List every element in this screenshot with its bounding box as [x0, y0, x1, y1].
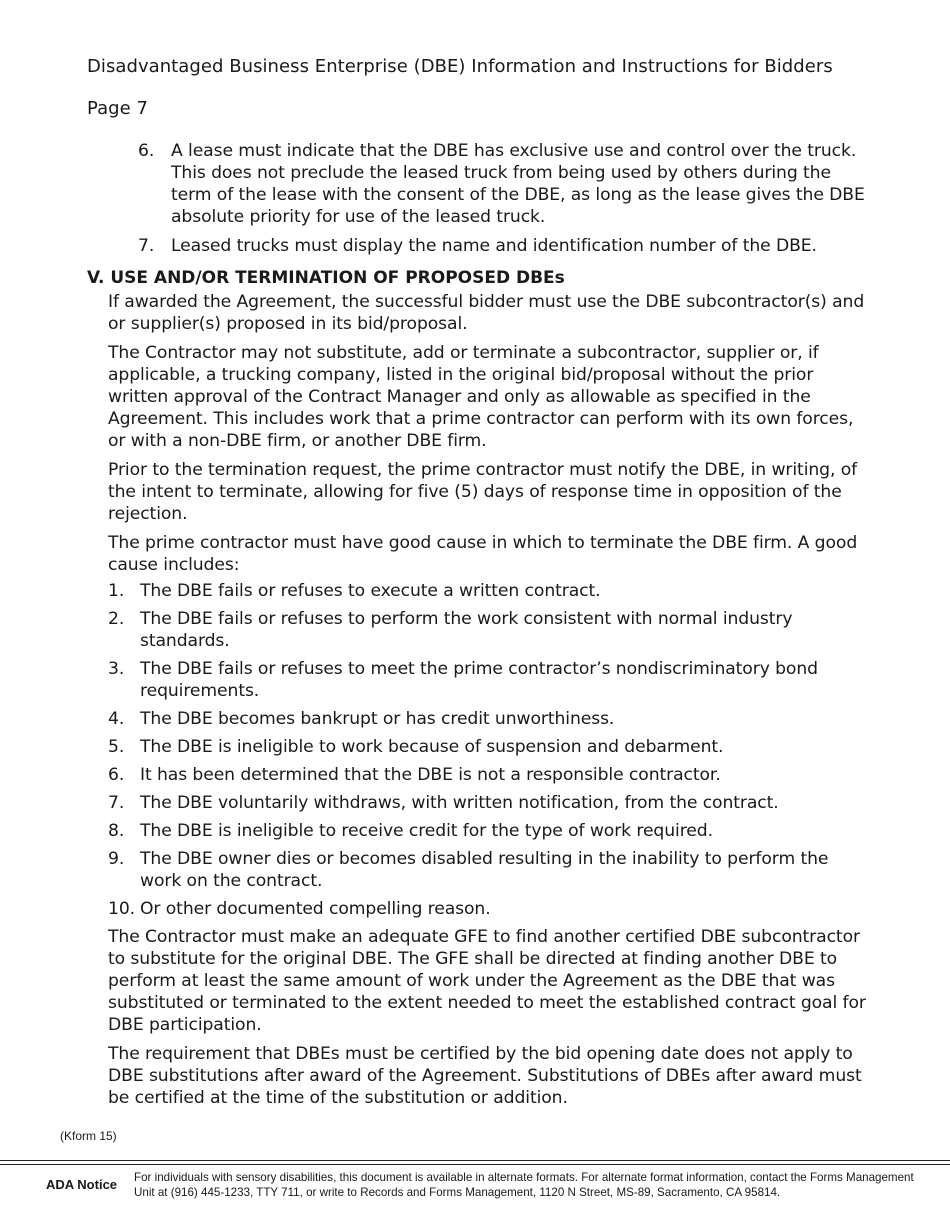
paragraph: The prime contractor must have good cause in which to terminate the DBE firm. A good cause includes: — [108, 533, 858, 575]
paragraph: Prior to the termination request, the prime contractor must notify the DBE, in writing, of the intent to terminate, allowing for five (5) days of response time in opposition of the rejection. — [108, 460, 858, 524]
ada-notice-label: ADA Notice — [46, 1177, 118, 1192]
list-item — [108, 708, 873, 730]
list-item — [108, 608, 873, 652]
footer-divider — [0, 1160, 950, 1161]
list-item-number: 9. — [108, 849, 125, 869]
list-item — [138, 235, 873, 257]
list-item-text: Leased trucks must display the name and identification number of the DBE. — [171, 236, 817, 256]
paragraph: The requirement that DBEs must be certified by the bid opening date does not apply to DBE substitutions after award of the Agreement. Substitutions of DBEs after award must be certified at the time of the substitution or addition. — [108, 1044, 862, 1108]
list-item-number: 3. — [108, 659, 125, 679]
list-item-number: 8. — [108, 821, 125, 841]
list-item-number: 7. — [138, 236, 155, 256]
list-item-number: 2. — [108, 609, 125, 629]
list-item-text: The DBE owner dies or becomes disabled resulting in the inability to perform the work on the contract. — [140, 849, 829, 891]
list-item-text: Or other documented compelling reason. — [140, 899, 491, 919]
list-item-text: A lease must indicate that the DBE has exclusive use and control over the truck. This does not preclude the leased truck from being used by others during the term of the lease with the consent of the DBE, as long as the lease gives the DBE absolute priority for use of the leased truck. — [171, 141, 865, 227]
list-item-text: It has been determined that the DBE is not a responsible contractor. — [140, 765, 721, 785]
section-heading: V. USE AND/OR TERMINATION OF PROPOSED DBEs — [87, 268, 565, 288]
list-item-text: The DBE becomes bankrupt or has credit unworthiness. — [140, 709, 615, 729]
document-title: Disadvantaged Business Enterprise (DBE) Information and Instructions for Bidders — [87, 56, 833, 77]
list-item — [138, 140, 873, 228]
list-item-text: The DBE fails or refuses to execute a written contract. — [140, 581, 601, 601]
form-identifier: (Kform 15) — [60, 1129, 117, 1143]
list-item-number: 5. — [108, 737, 125, 757]
list-item-number: 6. — [138, 141, 155, 161]
footer-divider — [0, 1164, 950, 1165]
paragraph: The Contractor must make an adequate GFE to find another certified DBE subcontractor to substitute for the original DBE. The GFE shall be directed at finding another DBE to perform at least the same amount of work under the Agreement as the DBE that was substituted or terminated to the extent needed to meet the established contract goal for DBE participation. — [108, 927, 866, 1035]
paragraph: If awarded the Agreement, the successful bidder must use the DBE subcontractor(s) and or supplier(s) proposed in its bid/proposal. — [108, 292, 865, 334]
list-item — [108, 764, 873, 786]
list-item-number: 1. — [108, 581, 125, 601]
ada-notice-text: For individuals with sensory disabilities, this document is available in alternate formats. For alternate format information, contact the Forms Management Unit at (916) 445-1233, TTY 711, or write to Records and Forms Management, 1120 N Street, MS-89, Sacramento, CA 95814. — [134, 1171, 914, 1199]
list-item-text: The DBE voluntarily withdraws, with written notification, from the contract. — [140, 793, 779, 813]
list-item — [108, 736, 873, 758]
list-item-text: The DBE fails or refuses to perform the work consistent with normal industry standards. — [140, 609, 793, 651]
list-item-number: 10. — [108, 899, 136, 919]
list-item-number: 6. — [108, 765, 125, 785]
page-number: Page 7 — [87, 98, 149, 119]
list-item — [108, 848, 873, 892]
list-item-text: The DBE fails or refuses to meet the prime contractor’s nondiscriminatory bond requirements. — [140, 659, 818, 701]
list-item-text: The DBE is ineligible to work because of suspension and debarment. — [140, 737, 724, 757]
good-cause-list — [108, 580, 873, 920]
list-item-number: 7. — [108, 793, 125, 813]
list-item-text: The DBE is ineligible to receive credit for the type of work required. — [140, 821, 713, 841]
section-body — [108, 291, 873, 1116]
paragraph: The Contractor may not substitute, add or terminate a subcontractor, supplier or, if applicable, a trucking company, listed in the original bid/proposal without the prior written approval of the Contract Manager and only as allowable as specified in the Agreement. This includes work that a prime contractor can perform with its own forces, or with a non-DBE firm, or another DBE firm. — [108, 343, 854, 451]
lease-requirements-list — [138, 140, 873, 264]
list-item-number: 4. — [108, 709, 125, 729]
list-item — [108, 658, 873, 702]
list-item — [108, 898, 873, 920]
list-item — [108, 792, 873, 814]
list-item — [108, 820, 873, 842]
list-item — [108, 580, 873, 602]
